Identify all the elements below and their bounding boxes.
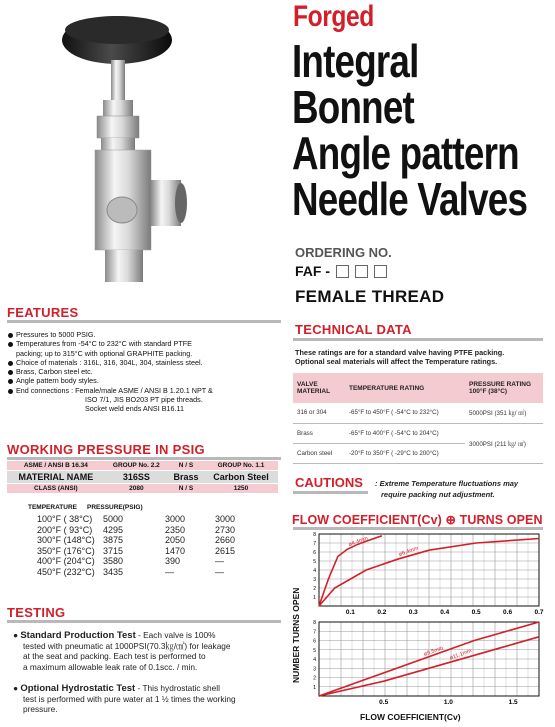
cautions-rule [293,491,368,494]
series-label: ø6.4mm [398,545,420,559]
feature-item: Choice of materials : 316L, 316, 304L, 304, stainless steel. [7,358,282,367]
table-row [7,556,278,567]
table-cell: Brass [293,423,345,443]
table-cell: Brass [168,471,204,484]
ordering-box-2 [355,265,368,278]
cautions-heading: CAUTIONS [295,475,363,490]
table-header: PRESSURE RATING 100°F (38°C) [465,373,543,403]
ordering-box-3 [374,265,387,278]
table-row [7,471,278,484]
features-rule [7,320,281,323]
table-row [7,514,278,525]
y-tick-label: 2 [313,586,316,592]
y-tick-label: 1 [313,684,316,691]
table-cell: 100°F ( 38°C) [37,514,93,524]
title-forged: Forged [293,0,374,33]
table-cell: 1470 [165,545,186,556]
table-cell: -65°F to 450°F ( -54°C to 232°C) [345,403,465,423]
y-tick-label: 8 [313,532,316,538]
x-tick-label: 0.6 [503,609,513,616]
thread-type: FEMALE THREAD [295,287,445,306]
testing-rule [7,620,281,623]
y-tick-label: 2 [313,675,316,682]
x-tick-label: 0.4 [440,609,450,616]
table-cell: -65°F to 400°F ( -54°C to 204°C) [345,423,465,443]
technical-rule [293,338,543,341]
optional-test-text [13,683,283,715]
table-row [7,567,278,578]
technical-table [293,373,543,464]
table-cell: 390 [165,556,181,566]
table-cell: -20°F to 350°F ( -29°C to 200°C) [345,443,465,463]
table-row [293,423,543,443]
title-line-2: Bonnet [292,81,414,133]
table-cell: 300°F (148°C) [37,535,95,545]
table-cell: 316 or 304 [293,403,345,423]
y-tick-label: 3 [313,577,316,583]
chart-x-label: FLOW COEFFICIENT(Cv) [360,712,461,722]
feature-item: packing; up to 315°C with optional GRAPHITE packing. [16,348,193,358]
standard-test-line-1: ● Standard Production Test - Each valve is 100% [13,630,216,641]
feature-item: Angle pattern body styles. [7,376,282,385]
y-tick-label: 5 [313,559,316,565]
ordering-code [295,263,387,279]
table-cell: 3435 [103,566,124,577]
table-cell: 2080 [105,484,168,494]
table-cell: 1250 [204,484,278,494]
cautions-text-1: : Extreme Temperature fluctuations may [375,479,519,488]
flow-chart-top [305,530,545,620]
feature-item: Socket weld ends ANSI B16.11 [85,404,184,414]
x-tick-label: 1.0 [443,699,453,706]
cautions-text-2: require packing nut adjustment. [381,490,495,499]
working-pressure-heading: WORKING PRESSURE IN PSIG [7,442,205,457]
table-cell: 3000 [215,514,236,524]
table-cell: 450°F (232°C) [37,566,95,577]
series-label: ø11.1mm [449,648,473,662]
x-tick-label: 0.5 [471,609,481,616]
technical-note [295,348,545,366]
table-cell: 3875 [103,535,124,545]
x-tick-label: 0.1 [345,609,355,616]
table-row [293,403,543,423]
table-cell: 4295 [103,524,124,535]
x-tick-label: 0.7 [534,609,544,616]
table-cell: N / S [168,484,204,494]
technical-note-2: Optional seal materials will affect the Temperature ratings. [295,357,498,366]
features-heading: FEATURES [7,305,79,320]
table-row [7,484,278,494]
wp-sub-header-pressure: PRESSURE(PSIG) [87,504,143,511]
table-cell: Carbon Steel [204,471,278,484]
standard-test-text-4: a maximum allowable leak rate of 0.1scc. / min. [23,661,198,672]
testing-heading: TESTING [7,605,66,620]
table-cell: Carbon steel [293,443,345,463]
wp-rows [7,514,278,577]
chart-y-label: NUMBER TURNS OPEN [291,587,301,683]
table-cell: 3715 [103,545,124,556]
x-tick-label: 0.5 [379,699,389,706]
wp-sub-header-temp: TEMPERATURE [28,504,77,511]
table-cell: — [215,566,224,577]
working-pressure-table [7,461,278,494]
table-cell: CLASS (ANSI) [7,484,105,494]
x-tick-label: 1.5 [508,699,518,706]
y-tick-label: 7 [313,629,316,636]
table-cell: GROUP No. 1.1 [204,461,278,471]
table-row [293,373,543,403]
table-cell: 2615 [215,545,236,556]
features-list [7,330,282,414]
y-tick-label: 4 [313,568,316,574]
feature-item: End connections : Female/male ASME / ANSI B 1.20.1 NPT & [7,386,282,395]
feature-item: Pressures to 5000 PSIG. [7,330,282,339]
optional-test-line-1: ● Optional Hydrostatic Test - This hydrostatic shell [13,683,220,694]
technical-heading: TECHNICAL DATA [295,322,412,337]
table-cell: 200°F ( 93°C) [37,524,93,535]
table-cell: 2050 [165,535,186,545]
y-tick-label: 6 [313,638,316,645]
table-row [7,461,278,471]
table-cell: ASME / ANSI B 16.34 [7,461,105,471]
table-header: VALVE MATERIAL [293,373,345,403]
technical-note-1: These ratings are for a standard valve having PTFE packing. [295,348,505,357]
y-tick-label: 6 [313,550,316,556]
table-cell: GROUP No. 2.2 [105,461,168,471]
table-cell: 350°F (176°C) [37,545,95,556]
y-tick-label: 8 [313,620,316,626]
x-tick-label: 0.3 [408,609,418,616]
feature-item: Brass, Carbon steel etc. [7,367,282,376]
optional-test-text-2: test is performed with pure water at 1 ½ times the working [23,694,236,705]
table-row [7,546,278,557]
table-cell: 2660 [215,535,236,545]
y-tick-label: 7 [313,541,316,547]
table-cell: 2350 [165,524,186,535]
series-label: ø4.4mm [347,535,369,549]
table-cell: 5000 [103,514,124,524]
optional-test-title: Optional Hydrostatic Test [20,683,136,694]
table-cell: 400°F (204°C) [37,556,95,566]
standard-test-text [13,630,283,672]
ordering-box-1 [336,265,349,278]
table-cell: N / S [168,461,204,471]
working-pressure-rule [7,457,281,460]
title-line-1: Integral [292,35,419,87]
ordering-label: ORDERING NO. [295,245,392,260]
table-row [7,535,278,546]
ordering-code-text: FAF - [295,263,330,279]
series-label: ø9.5mm [423,645,445,658]
title-line-3: Angle pattern [292,127,519,179]
flow-chart-bottom [305,618,545,710]
table-cell: 5000PSI (351 ㎏/ ㎠) [465,403,543,423]
optional-test-text-3: pressure. [23,704,58,715]
y-tick-label: 3 [313,666,316,673]
standard-test-text-1: - Each valve is 100% [135,630,216,640]
table-cell: 3580 [103,556,124,566]
table-cell: 3000 [165,514,186,524]
table-cell: 3000PSI (211 ㎏/ ㎠) [465,423,543,463]
table-row [7,525,278,536]
table-cell: 2730 [215,524,236,535]
x-tick-label: 0.2 [377,609,387,616]
feature-item: Temperatures from -54°C to 232°C with standard PTFE [7,339,282,348]
table-cell: 316SS [105,471,168,484]
y-tick-label: 4 [313,657,316,663]
y-tick-label: 5 [313,647,316,654]
standard-test-text-2: tested with pneumatic at 1000PSI(70.3㎏/㎠) for leakage [23,641,231,652]
chart-title: FLOW COEFFICIENT(Cv) ⊕ TURNS OPEN [292,513,543,527]
cautions-text [375,478,518,500]
standard-test-title: Standard Production Test [20,630,136,641]
feature-item: ISO 7/1, JIS BO203 PT pipe threads. [85,395,203,405]
table-cell: — [165,566,174,577]
standard-test-text-3: at the seat and packing. Each test is performed to [23,651,206,662]
table-header: TEMPERATURE RATING [345,373,465,403]
title-line-4: Needle Valves [292,173,528,225]
y-tick-label: 1 [313,595,316,601]
optional-test-text-1: - This hydrostatic shell [135,683,220,693]
table-cell: — [215,556,224,566]
wp-sub-header [28,504,143,511]
table-cell: MATERIAL NAME [7,471,105,484]
valve-illustration [45,0,195,290]
